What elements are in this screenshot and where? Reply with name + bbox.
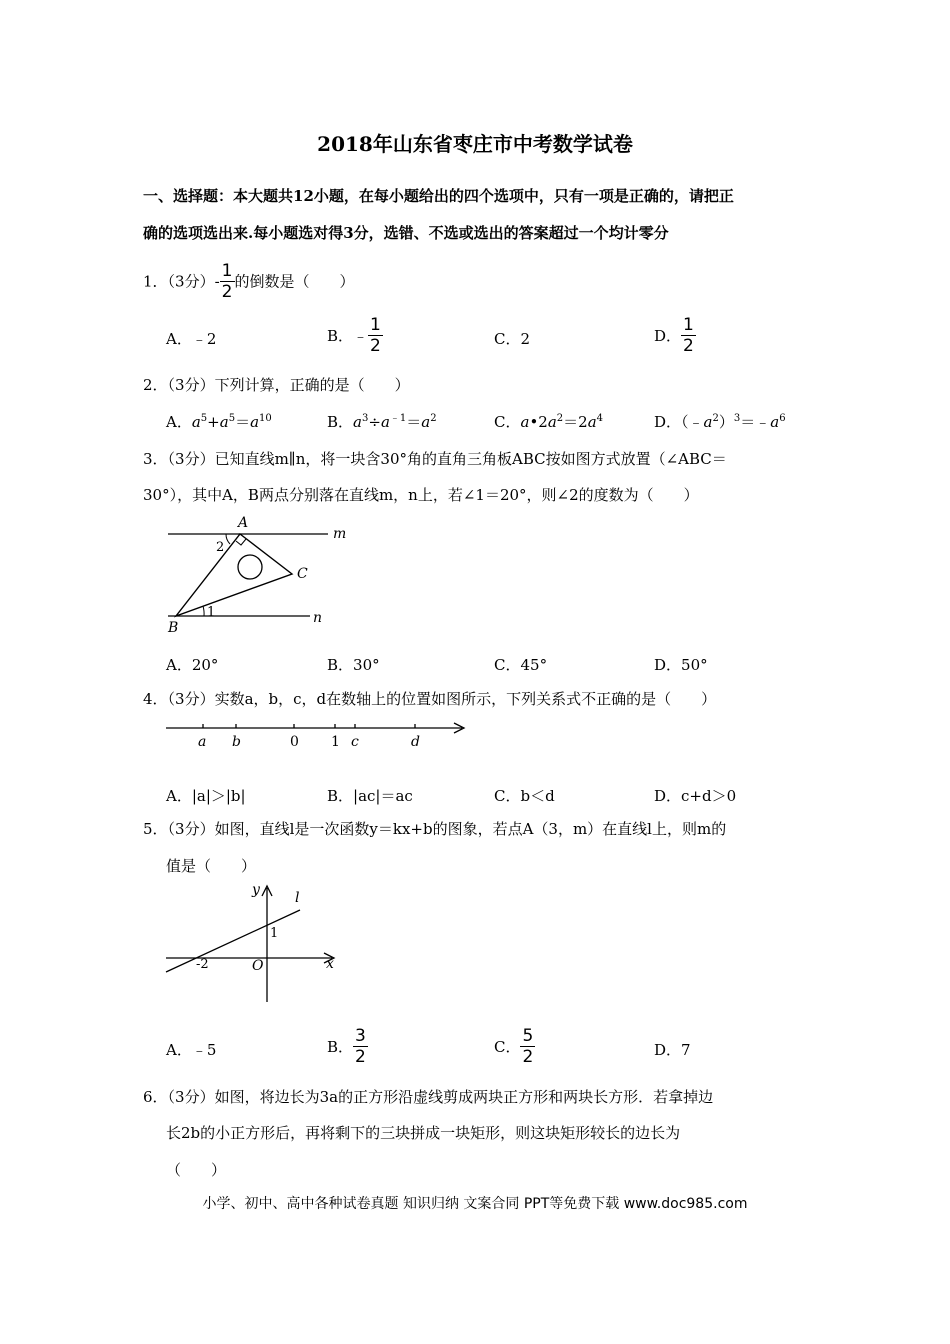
q3-figure-triangle bbox=[160, 512, 360, 637]
question-4-stem: 4．（3分）实数a，b，c，d在数轴上的位置如图所示，下列关系式不正确的是（ ） bbox=[143, 690, 717, 708]
q1-number: 1．（3分） bbox=[143, 272, 215, 291]
q5-b-num: 3 bbox=[355, 1026, 366, 1046]
tick-zero: 0 bbox=[290, 734, 299, 750]
q1-b-fraction bbox=[368, 316, 383, 355]
label-C: C bbox=[297, 566, 308, 582]
q5-option-d: D．7 bbox=[654, 1041, 691, 1059]
section-instructions-line1: 一、选择题：本大题共12小题，在每小题给出的四个选项中，只有一项是正确的，请把正 bbox=[143, 187, 734, 205]
q5-c-fraction bbox=[520, 1027, 535, 1066]
tick-a: a bbox=[198, 734, 207, 750]
q2-b-label: B． bbox=[327, 413, 354, 431]
q1-fraction bbox=[220, 262, 235, 301]
q2-option-d: D．$(﹣a^2)^3=﹣a^6$ bbox=[654, 413, 786, 431]
question-1-stem bbox=[143, 262, 813, 301]
q1-frac-num: 1 bbox=[221, 261, 233, 281]
page-footer: 小学、初中、高中各种试卷真题 知识归纳 文案合同 PPT等免费下载 www.doc985.com bbox=[202, 1196, 748, 1212]
right-angle-mark bbox=[236, 539, 246, 545]
label-y: y bbox=[252, 882, 260, 898]
q3-option-a: A．20° bbox=[166, 656, 219, 674]
question-6-line1: 6．（3分）如图，将边长为3a的正方形沿虚线剪成两块正方形和两块长方形．若拿掉边 bbox=[143, 1088, 714, 1106]
label-n: n bbox=[313, 610, 323, 626]
q2-option-c: C．$a•2a^2=2a^4$ bbox=[494, 413, 604, 431]
page-title: 2018年山东省枣庄市中考数学试卷 bbox=[317, 132, 633, 156]
q4-option-a: A．|a|＞|b| bbox=[166, 787, 246, 805]
q2-c-label: C． bbox=[494, 413, 521, 431]
q5-c-prefix: C． bbox=[494, 1038, 521, 1056]
label-angle-2: 2 bbox=[216, 540, 225, 555]
question-5-line2: 值是（ ） bbox=[166, 857, 257, 875]
label-l: l bbox=[295, 890, 300, 906]
q1-frac-den: 2 bbox=[221, 282, 233, 302]
question-3-line1: 3．（3分）已知直线m∥n，将一块含30°角的直角三角板ABC按如图方式放置（∠ABC＝ bbox=[143, 450, 727, 468]
q5-option-c bbox=[494, 1027, 535, 1066]
tick-c: c bbox=[351, 734, 359, 750]
q2-option-a: A．$a^5+a^5=a^{10}$ bbox=[166, 413, 272, 431]
question-2-stem: 2．（3分）下列计算，正确的是（ ） bbox=[143, 376, 410, 394]
q5-b-fraction bbox=[353, 1027, 368, 1066]
line-l bbox=[166, 910, 300, 972]
question-3-line2: 30°），其中A，B两点分别落在直线m，n上，若∠1＝20°，则∠2的度数为（ ） bbox=[143, 486, 699, 504]
q5-option-b bbox=[327, 1027, 368, 1066]
triangle-hole bbox=[238, 555, 262, 579]
tick-one: 1 bbox=[331, 734, 340, 750]
q1-stem-tail: 的倒数是（ ） bbox=[234, 272, 355, 291]
q1-b-den: 2 bbox=[370, 336, 381, 356]
q2-option-b: B．$a^3\div a^{﹣1}=a^2$ bbox=[327, 413, 437, 431]
q3-option-b: B．30° bbox=[327, 656, 380, 674]
q1-sign: - bbox=[214, 272, 220, 291]
question-6-line2: 长2b的小正方形后，再将剩下的三块拼成一块矩形，则这块矩形较长的边长为 bbox=[166, 1124, 681, 1142]
q1-option-b bbox=[327, 316, 383, 355]
q5-b-den: 2 bbox=[355, 1047, 366, 1067]
q4-option-d: D．c+d＞0 bbox=[654, 787, 737, 805]
q1-option-c: C．2 bbox=[494, 330, 531, 348]
q5-b-prefix: B． bbox=[327, 1038, 354, 1056]
tick-d: d bbox=[411, 734, 420, 750]
q3-option-d: D．50° bbox=[654, 656, 708, 674]
section-instructions-line2: 确的选项选出来.每小题选对得3分，选错、不选或选出的答案超过一个均计零分 bbox=[143, 224, 669, 242]
q1-d-prefix: D． bbox=[654, 327, 682, 345]
label-m: m bbox=[333, 526, 347, 542]
label-A: A bbox=[238, 515, 249, 531]
angle-1-arc bbox=[203, 606, 204, 616]
label-origin: O bbox=[252, 958, 264, 974]
q1-option-d bbox=[654, 316, 696, 355]
label-angle-1: 1 bbox=[207, 605, 216, 620]
q5-c-num: 5 bbox=[522, 1026, 534, 1046]
q4-number-line bbox=[160, 716, 470, 752]
question-6-line3: （ ） bbox=[166, 1161, 227, 1179]
label-x: x bbox=[326, 956, 334, 972]
q5-option-a: A．﹣5 bbox=[166, 1041, 217, 1059]
q5-c-den: 2 bbox=[522, 1047, 534, 1067]
q1-option-a: A．﹣2 bbox=[166, 330, 217, 348]
q1-d-num: 1 bbox=[683, 315, 694, 335]
q2-a-label: A． bbox=[166, 413, 192, 431]
q4-option-c: C．b＜d bbox=[494, 787, 555, 805]
label-one: 1 bbox=[270, 926, 279, 941]
q1-b-num: 1 bbox=[370, 315, 381, 335]
q1-b-prefix: B．﹣ bbox=[327, 327, 369, 345]
q3-option-c: C．45° bbox=[494, 656, 548, 674]
label-B: B bbox=[168, 620, 179, 636]
angle-2-arc bbox=[226, 534, 230, 544]
label-neg2: -2 bbox=[196, 957, 209, 972]
q2-d-label: D． bbox=[654, 413, 682, 431]
q1-d-fraction bbox=[681, 316, 696, 355]
tick-b: b bbox=[232, 734, 241, 750]
q4-option-b: B．|ac|＝ac bbox=[327, 787, 413, 805]
q5-coordinate-figure bbox=[160, 880, 345, 1005]
triangle-abc bbox=[176, 534, 292, 616]
question-5-line1: 5．（3分）如图，直线l是一次函数y＝kx+b的图象，若点A（3，m）在直线l上，则m的 bbox=[143, 820, 727, 838]
q1-d-den: 2 bbox=[683, 336, 694, 356]
